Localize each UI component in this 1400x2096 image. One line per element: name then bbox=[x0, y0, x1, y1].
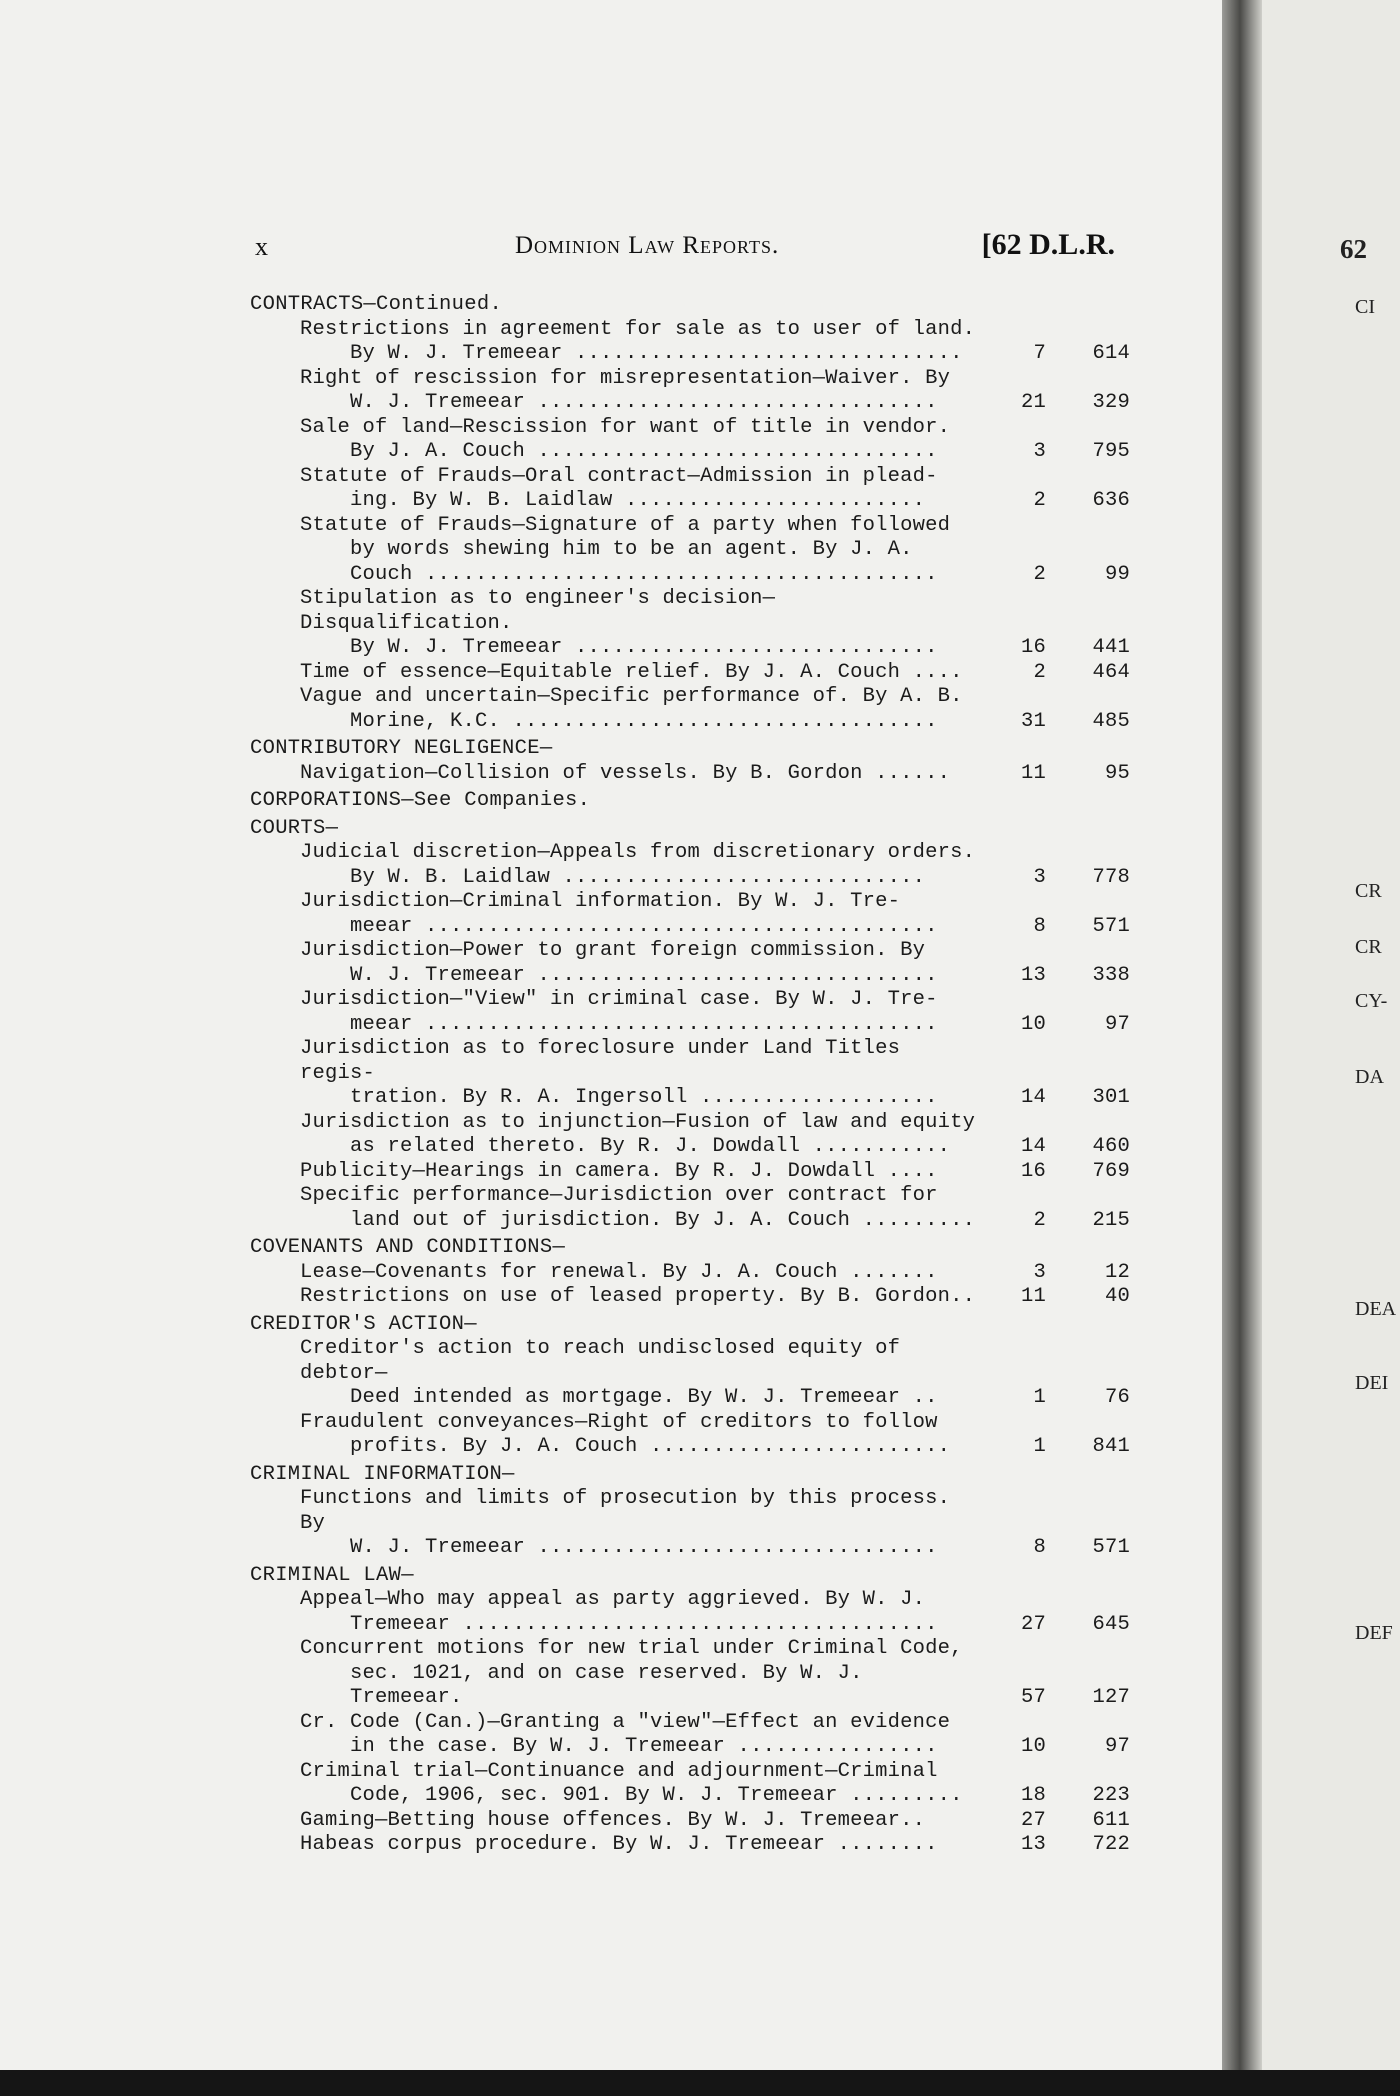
index-entry bbox=[250, 318, 1130, 367]
page-reference: 611 bbox=[1092, 1808, 1130, 1832]
page-reference: 614 bbox=[1092, 342, 1130, 365]
index-entry bbox=[250, 1037, 1130, 1111]
volume-number: 3 bbox=[1033, 865, 1046, 889]
entry-line: meear ......................................... bbox=[350, 914, 938, 938]
page-reference: 223 bbox=[1092, 1784, 1130, 1807]
volume-number: 2 bbox=[1033, 1208, 1046, 1232]
facing-fragment: CR bbox=[1355, 880, 1382, 902]
entry-line: Jurisdiction—Power to grant foreign commission. By bbox=[300, 939, 926, 962]
index-entry bbox=[250, 1487, 1130, 1561]
entry-line: By W. J. Tremeear ............................... bbox=[350, 342, 963, 365]
index-entry bbox=[250, 685, 1130, 734]
entry-line: W. J. Tremeear ................................ bbox=[350, 1536, 938, 1559]
entry-line: W. J. Tremeear ................................ bbox=[350, 391, 938, 414]
section-heading: CONTRACTS—Continued. bbox=[250, 293, 503, 316]
facing-fragment: CY- bbox=[1355, 990, 1388, 1012]
page-reference: 99 bbox=[1104, 562, 1130, 586]
page-reference: 795 bbox=[1092, 440, 1130, 463]
entry-line: land out of jurisdiction. By J. A. Couch ......... bbox=[350, 1208, 976, 1232]
entry-line: Habeas corpus procedure. By W. J. Tremeear ........ bbox=[300, 1833, 938, 1856]
index-entry bbox=[250, 465, 1130, 514]
section-heading: CREDITOR'S ACTION— bbox=[250, 1312, 477, 1336]
volume-number: 7 bbox=[1033, 342, 1046, 365]
volume-number: 2 bbox=[1033, 489, 1046, 512]
index-entry bbox=[250, 416, 1130, 465]
running-head bbox=[255, 228, 1115, 268]
volume-number: 16 bbox=[1020, 1159, 1046, 1183]
publication-title: Dominion Law Reports. bbox=[515, 232, 780, 259]
index-entry bbox=[250, 514, 1130, 588]
entry-line: By W. J. Tremeear ............................. bbox=[350, 636, 938, 659]
entry-line: Publicity—Hearings in camera. By R. J. Dowdall .... bbox=[300, 1159, 938, 1183]
page-reference: 95 bbox=[1104, 761, 1130, 785]
page-reference: 12 bbox=[1104, 1260, 1130, 1284]
volume-number: 3 bbox=[1033, 1260, 1046, 1284]
page-reference: 215 bbox=[1092, 1208, 1130, 1232]
volume-number: 10 bbox=[1020, 1735, 1046, 1758]
entry-line: Creditor's action to reach undisclosed equity of debtor— bbox=[300, 1337, 901, 1385]
entry-line: in the case. By W. J. Tremeear ................ bbox=[350, 1735, 938, 1758]
page-reference: 645 bbox=[1092, 1612, 1130, 1636]
page-reference: 571 bbox=[1092, 914, 1130, 938]
volume-number: 11 bbox=[1020, 761, 1046, 785]
index-entry bbox=[250, 367, 1130, 416]
book-gutter bbox=[1222, 0, 1262, 2096]
page-number: x bbox=[255, 232, 268, 261]
entry-line: By W. B. Laidlaw ............................. bbox=[350, 865, 926, 889]
facing-page-fragments bbox=[1340, 0, 1400, 2096]
volume-number: 27 bbox=[1020, 1808, 1046, 1832]
volume-number: 1 bbox=[1033, 1386, 1046, 1409]
volume-number: 31 bbox=[1020, 709, 1046, 733]
volume-number: 3 bbox=[1033, 440, 1046, 463]
entry-line: sec. 1021, and on case reserved. By W. J. Tremeear. bbox=[350, 1661, 863, 1709]
volume-number: 57 bbox=[1020, 1686, 1046, 1709]
entry-line: Deed intended as mortgage. By W. J. Tremeear .. bbox=[350, 1386, 938, 1409]
facing-fragment: DEI bbox=[1355, 1372, 1389, 1394]
entry-line: Lease—Covenants for renewal. By J. A. Couch ....... bbox=[300, 1260, 938, 1284]
index-entry bbox=[250, 1160, 1130, 1185]
page-reference: 127 bbox=[1092, 1686, 1130, 1709]
entry-line: Statute of Frauds—Signature of a party when followed bbox=[300, 513, 951, 537]
entry-line: Concurrent motions for new trial under Criminal Code, bbox=[300, 1637, 963, 1660]
page-reference: 338 bbox=[1092, 963, 1130, 987]
index-entry bbox=[250, 1411, 1130, 1460]
entry-line: Gaming—Betting house offences. By W. J. Tremeear.. bbox=[300, 1808, 926, 1832]
page-reference: 636 bbox=[1092, 489, 1130, 512]
index-entry bbox=[250, 661, 1130, 686]
facing-fragment: DA bbox=[1355, 1066, 1384, 1088]
entry-line: Code, 1906, sec. 901. By W. J. Tremeear ......... bbox=[350, 1784, 963, 1807]
entry-line: profits. By J. A. Couch ........................ bbox=[350, 1435, 951, 1458]
section-heading: COURTS— bbox=[250, 816, 339, 840]
index-entry bbox=[250, 587, 1130, 661]
scan-bottom-edge bbox=[0, 2070, 1400, 2096]
entry-line: ing. By W. B. Laidlaw ........................ bbox=[350, 489, 926, 512]
entry-line: Restrictions on use of leased property. By B. Gordon.. bbox=[300, 1285, 976, 1308]
entry-line: Couch ......................................... bbox=[350, 562, 938, 586]
entry-line: Criminal trial—Continuance and adjournment—Criminal bbox=[300, 1759, 938, 1783]
facing-fragment: CR bbox=[1355, 936, 1382, 958]
page-reference: 571 bbox=[1092, 1536, 1130, 1559]
entry-line: Jurisdiction as to injunction—Fusion of law and equity bbox=[300, 1110, 976, 1134]
page-reference: 769 bbox=[1092, 1159, 1130, 1183]
entry-line: by words shewing him to be an agent. By J. A. bbox=[350, 538, 913, 561]
entry-line: Restrictions in agreement for sale as to user of land. bbox=[300, 317, 976, 341]
entry-line: Vague and uncertain—Specific performance of. By A. B. bbox=[300, 685, 963, 708]
entry-line: Time of essence—Equitable relief. By J. A. Couch .... bbox=[300, 660, 963, 684]
page-reference: 97 bbox=[1104, 1012, 1130, 1036]
volume-number: 2 bbox=[1033, 562, 1046, 586]
entry-line: Morine, K.C. .................................. bbox=[350, 709, 938, 733]
section-heading: CRIMINAL INFORMATION— bbox=[250, 1462, 515, 1486]
entry-line: Appeal—Who may appeal as party aggrieved. By W. J. bbox=[300, 1588, 926, 1611]
index-entry bbox=[250, 1760, 1130, 1809]
index-entry bbox=[250, 1809, 1130, 1834]
index-entry bbox=[250, 1833, 1130, 1858]
index-entry bbox=[250, 1285, 1130, 1310]
entry-line: By J. A. Couch ................................ bbox=[350, 440, 938, 463]
section-heading: CORPORATIONS—See Companies. bbox=[250, 789, 591, 812]
volume-number: 8 bbox=[1033, 1536, 1046, 1559]
entry-line: Specific performance—Jurisdiction over contract for bbox=[300, 1184, 938, 1207]
entry-line: Stipulation as to engineer's decision—Disqualification. bbox=[300, 587, 776, 635]
page-reference: 778 bbox=[1092, 865, 1130, 889]
entry-line: Functions and limits of prosecution by this process. By bbox=[300, 1487, 951, 1535]
entry-line: as related thereto. By R. J. Dowdall ........... bbox=[350, 1135, 951, 1158]
volume-number: 18 bbox=[1020, 1784, 1046, 1807]
index-entry bbox=[250, 1111, 1130, 1160]
entry-line: Judicial discretion—Appeals from discretionary orders. bbox=[300, 841, 976, 864]
page-reference: 76 bbox=[1104, 1386, 1130, 1409]
index-entry bbox=[250, 890, 1130, 939]
entry-line: Fraudulent conveyances—Right of creditors to follow bbox=[300, 1410, 938, 1434]
entry-line: Right of rescission for misrepresentation—Waiver. By bbox=[300, 366, 951, 390]
facing-fragment: 62 bbox=[1340, 234, 1367, 264]
entry-line: Tremeear ...................................... bbox=[350, 1612, 938, 1636]
page-reference: 841 bbox=[1092, 1435, 1130, 1458]
volume-number: 27 bbox=[1020, 1612, 1046, 1636]
entry-line: Navigation—Collision of vessels. By B. Gordon ...... bbox=[300, 761, 951, 785]
volume-number: 13 bbox=[1020, 963, 1046, 987]
entry-line: W. J. Tremeear ................................ bbox=[350, 963, 938, 987]
index-entry bbox=[250, 1261, 1130, 1286]
page-reference: 301 bbox=[1092, 1086, 1130, 1109]
facing-fragment: DEF bbox=[1355, 1622, 1393, 1644]
volume-number: 16 bbox=[1020, 636, 1046, 659]
entry-line: Jurisdiction—"View" in criminal case. By W. J. Tre- bbox=[300, 988, 938, 1011]
facing-fragment: DEA bbox=[1355, 1298, 1397, 1320]
facing-fragment: CI bbox=[1355, 296, 1375, 318]
index-entry bbox=[250, 841, 1130, 890]
page-reference: 722 bbox=[1092, 1833, 1130, 1856]
section-heading: COVENANTS AND CONDITIONS— bbox=[250, 1236, 566, 1259]
entry-line: Statute of Frauds—Oral contract—Admission in plead- bbox=[300, 464, 938, 488]
page-reference: 464 bbox=[1092, 660, 1130, 684]
index-entry bbox=[250, 1711, 1130, 1760]
volume-number: 13 bbox=[1020, 1833, 1046, 1856]
page-reference: 460 bbox=[1092, 1135, 1130, 1158]
volume-reference: [62 D.L.R. bbox=[981, 228, 1115, 261]
index-entry bbox=[250, 988, 1130, 1037]
section-heading: CRIMINAL LAW— bbox=[250, 1563, 414, 1587]
entry-line: meear ......................................... bbox=[350, 1012, 938, 1036]
index-entry bbox=[250, 1184, 1130, 1233]
volume-number: 21 bbox=[1020, 391, 1046, 414]
volume-number: 14 bbox=[1020, 1086, 1046, 1109]
page-reference: 329 bbox=[1092, 391, 1130, 414]
entry-line: tration. By R. A. Ingersoll ................... bbox=[350, 1086, 938, 1109]
page-reference: 97 bbox=[1104, 1735, 1130, 1758]
volume-number: 8 bbox=[1033, 914, 1046, 938]
index-entry bbox=[250, 1337, 1130, 1411]
volume-number: 1 bbox=[1033, 1435, 1046, 1458]
index-entry bbox=[250, 1588, 1130, 1637]
volume-number: 2 bbox=[1033, 660, 1046, 684]
index-entry bbox=[250, 1637, 1130, 1711]
page-reference: 40 bbox=[1104, 1285, 1130, 1308]
section-heading: CONTRIBUTORY NEGLIGENCE— bbox=[250, 737, 553, 760]
volume-number: 14 bbox=[1020, 1135, 1046, 1158]
volume-number: 11 bbox=[1020, 1285, 1046, 1308]
volume-number: 10 bbox=[1020, 1012, 1046, 1036]
entry-line: Jurisdiction—Criminal information. By W. J. Tre- bbox=[300, 890, 901, 913]
entry-line: Sale of land—Rescission for want of title in vendor. bbox=[300, 415, 951, 439]
entry-line: Jurisdiction as to foreclosure under Land Titles regis- bbox=[300, 1037, 901, 1085]
page-reference: 485 bbox=[1092, 709, 1130, 733]
index-entry bbox=[250, 939, 1130, 988]
page-reference: 441 bbox=[1092, 636, 1130, 659]
index-entries bbox=[250, 290, 1130, 1858]
index-entry bbox=[250, 762, 1130, 787]
entry-line: Cr. Code (Can.)—Granting a "view"—Effect an evidence bbox=[300, 1710, 951, 1734]
